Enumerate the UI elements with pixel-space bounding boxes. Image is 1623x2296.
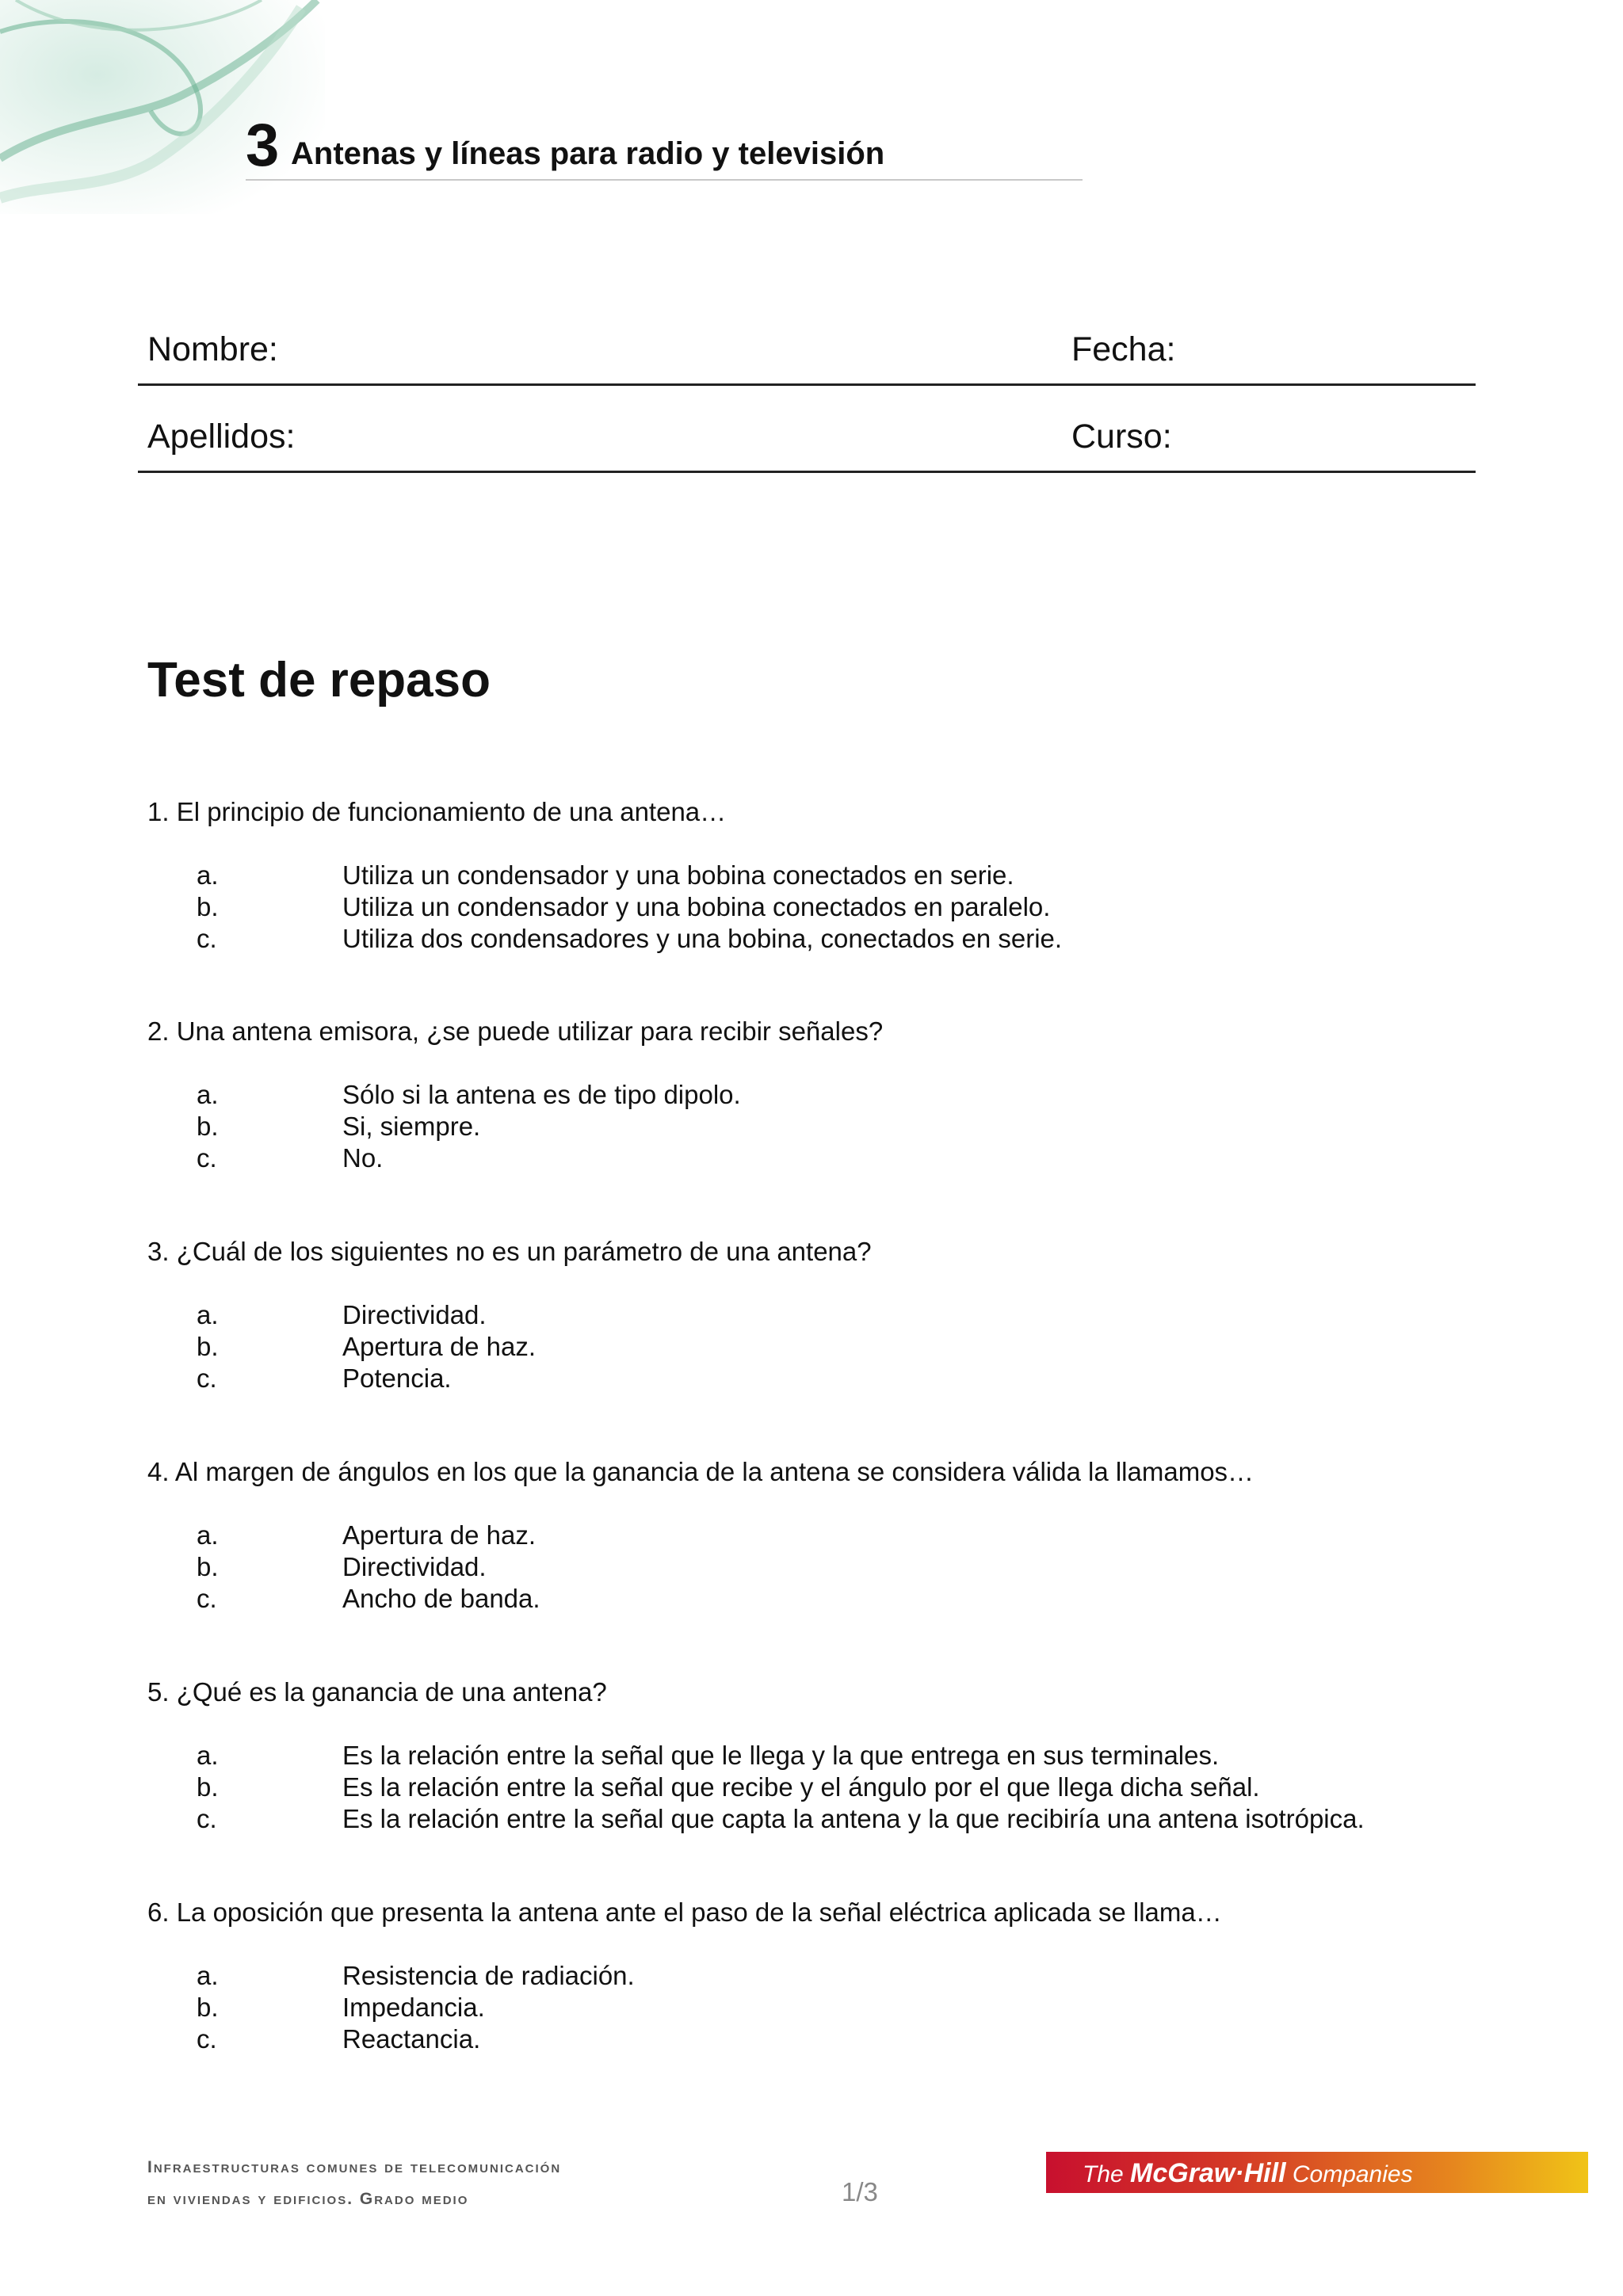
option-a[interactable]	[197, 1079, 1504, 1111]
decorative-swirl	[0, 0, 325, 214]
option-text: Ancho de banda.	[342, 1584, 540, 1613]
option-text: No.	[342, 1143, 384, 1173]
option-b[interactable]	[197, 1551, 1504, 1583]
option-b[interactable]	[197, 891, 1504, 923]
option-letter: a.	[197, 1520, 219, 1550]
option-list	[197, 860, 1504, 955]
option-text: Utiliza dos condensadores y una bobina, conectados en serie.	[342, 924, 1063, 953]
option-c[interactable]	[197, 2023, 1504, 2055]
option-a[interactable]	[197, 1299, 1504, 1331]
option-letter: a.	[197, 1080, 219, 1109]
question-3	[147, 1236, 1510, 1393]
option-list	[197, 1740, 1504, 1835]
option-list	[197, 1960, 1504, 2055]
option-text: Es la relación entre la señal que le llega y la que entrega en sus terminales.	[342, 1741, 1220, 1770]
option-letter: c.	[197, 924, 217, 953]
question-4	[147, 1456, 1510, 1613]
question-text: 6. La oposición que presenta la antena ante el paso de la señal eléctrica aplicada se llama…	[147, 1897, 1222, 1927]
option-letter: b.	[197, 1552, 219, 1581]
option-text: Impedancia.	[342, 1993, 485, 2022]
option-text: Directividad.	[342, 1552, 487, 1581]
series-line-2: en viviendas y edificios. Grado medio	[147, 2190, 469, 2208]
publisher-suffix: Companies	[1285, 2161, 1413, 2187]
option-letter: c.	[197, 1363, 217, 1393]
publisher-name: McGraw·Hill	[1130, 2158, 1286, 2188]
option-c[interactable]	[197, 1363, 1504, 1394]
publisher-prefix: The	[1083, 2161, 1131, 2187]
question-1	[147, 796, 1510, 953]
footer-series	[147, 2152, 561, 2215]
option-c[interactable]	[197, 1142, 1504, 1174]
option-b[interactable]	[197, 1111, 1504, 1142]
question-text: 2. Una antena emisora, ¿se puede utilizar para recibir señales?	[147, 1016, 884, 1046]
question-text: 3. ¿Cuál de los siguientes no es un parámetro de una antena?	[147, 1237, 872, 1266]
curso-label: Curso:	[1071, 418, 1172, 456]
option-letter: c.	[197, 1584, 217, 1613]
publisher-text	[1083, 2158, 1413, 2189]
question-text: 1. El principio de funcionamiento de una antena…	[147, 797, 727, 826]
option-b[interactable]	[197, 1772, 1504, 1803]
option-a[interactable]	[197, 860, 1504, 891]
option-text: Potencia.	[342, 1363, 452, 1393]
option-text: Es la relación entre la señal que capta la antena y la que recibiría una antena isotrópica.	[342, 1804, 1365, 1833]
option-letter: a.	[197, 1300, 219, 1329]
chapter-header	[246, 113, 1083, 181]
option-letter: a.	[197, 1961, 219, 1990]
form-row-name-date[interactable]	[138, 296, 1476, 386]
option-text: Apertura de haz.	[342, 1520, 536, 1550]
option-a[interactable]	[197, 1520, 1504, 1551]
option-letter: b.	[197, 1332, 219, 1361]
option-letter: a.	[197, 860, 219, 890]
test-title: Test de repaso	[147, 653, 491, 707]
option-list	[197, 1079, 1504, 1174]
option-text: Utiliza un condensador y una bobina conectados en serie.	[342, 860, 1014, 890]
option-text: Apertura de haz.	[342, 1332, 536, 1361]
chapter-number: 3	[246, 112, 280, 179]
option-a[interactable]	[197, 1740, 1504, 1772]
question-text: 5. ¿Qué es la ganancia de una antena?	[147, 1677, 607, 1707]
option-letter: c.	[197, 1804, 217, 1833]
question-text: 4. Al margen de ángulos en los que la ganancia de la antena se considera válida la llamamos…	[147, 1457, 1254, 1486]
question-6	[147, 1897, 1510, 2054]
apellidos-label: Apellidos:	[147, 418, 296, 456]
option-letter: c.	[197, 1143, 217, 1173]
form-row-surname-course[interactable]	[138, 383, 1476, 473]
option-list	[197, 1299, 1504, 1394]
option-letter: a.	[197, 1741, 219, 1770]
question-2	[147, 1016, 1510, 1173]
chapter-title: Antenas y líneas para radio y televisión	[291, 136, 885, 171]
option-text: Utiliza un condensador y una bobina conectados en paralelo.	[342, 892, 1051, 921]
option-c[interactable]	[197, 923, 1504, 955]
option-b[interactable]	[197, 1992, 1504, 2023]
option-text: Sólo si la antena es de tipo dipolo.	[342, 1080, 741, 1109]
option-letter: b.	[197, 1772, 219, 1802]
option-a[interactable]	[197, 1960, 1504, 1992]
option-b[interactable]	[197, 1331, 1504, 1363]
option-letter: b.	[197, 892, 219, 921]
option-letter: b.	[197, 1112, 219, 1141]
series-line-1: Infraestructuras comunes de telecomunicación	[147, 2158, 562, 2176]
question-5	[147, 1676, 1510, 1833]
option-text: Resistencia de radiación.	[342, 1961, 635, 1990]
option-text: Es la relación entre la señal que recibe y el ángulo por el que llega dicha señal.	[342, 1772, 1260, 1802]
option-text: Directividad.	[342, 1300, 487, 1329]
option-letter: c.	[197, 2024, 217, 2054]
publisher-logo	[1046, 2152, 1588, 2193]
option-text: Reactancia.	[342, 2024, 481, 2054]
fecha-label: Fecha:	[1071, 330, 1176, 368]
option-text: Si, siempre.	[342, 1112, 481, 1141]
option-letter: b.	[197, 1993, 219, 2022]
page-number: 1/3	[842, 2177, 878, 2206]
option-list	[197, 1520, 1504, 1615]
option-c[interactable]	[197, 1583, 1504, 1615]
nombre-label: Nombre:	[147, 330, 278, 368]
option-c[interactable]	[197, 1803, 1504, 1835]
